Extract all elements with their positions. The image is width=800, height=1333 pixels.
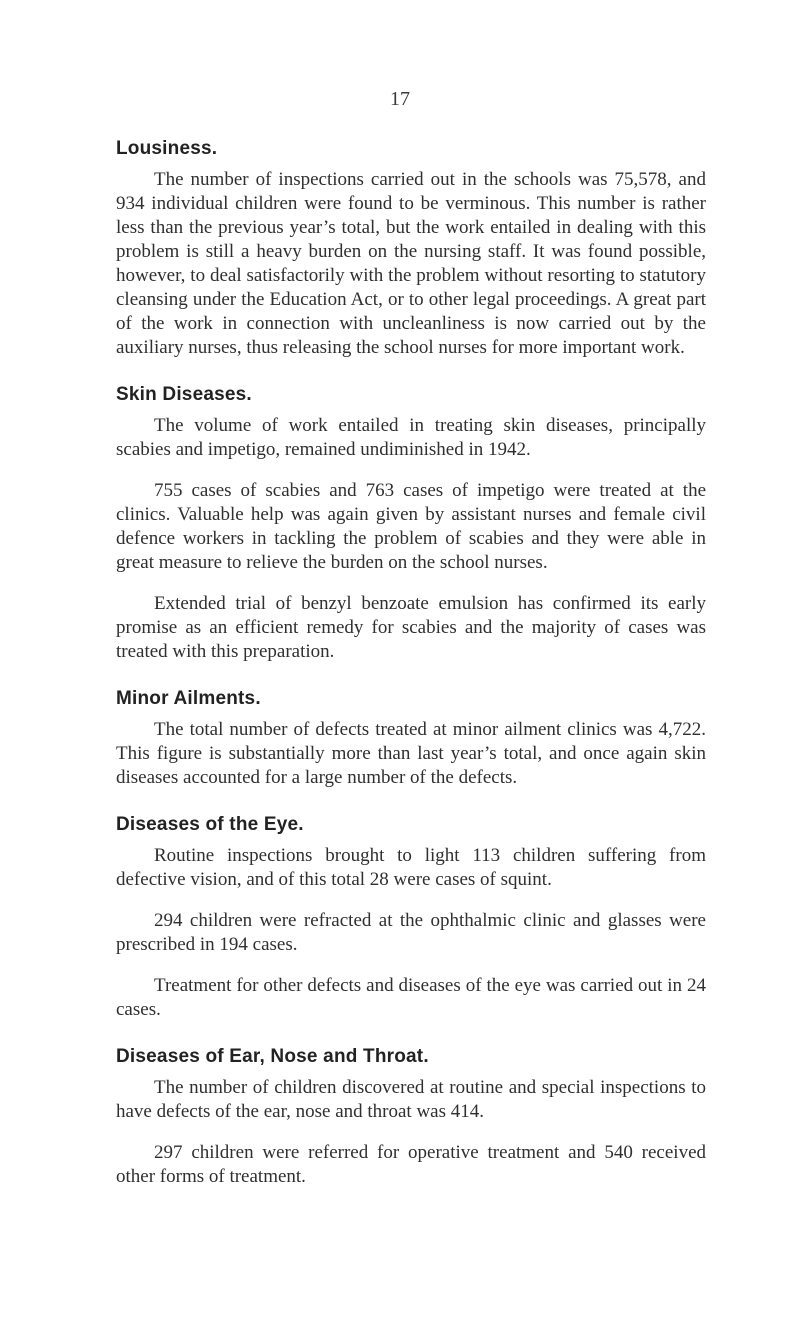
paragraph: 297 children were referred for operative treatment and 540 received other forms of treatment. [116, 1142, 706, 1187]
page-number: 17 [390, 88, 410, 110]
paragraph: Extended trial of benzyl benzoate emulsion has confirmed its early promise as an efficient remedy for scabies and the majority of cases was treated with this preparation. [116, 593, 706, 662]
section-heading: Lousiness. [116, 138, 218, 159]
section-heading: Skin Diseases. [116, 384, 252, 405]
section-heading: Minor Ailments. [116, 688, 261, 709]
paragraph: 755 cases of scabies and 763 cases of impetigo were treated at the clinics. Valuable help was again given by assistant nurses and female civil defence workers in tackling the problem of scabies and they were able in great measure to relieve the burden on the school nurses. [116, 480, 706, 573]
section-lousiness [116, 138, 706, 360]
section-ear-nose-throat [116, 1046, 706, 1189]
paragraph: The volume of work entailed in treating skin diseases, principally scabies and impetigo, remained undiminished in 1942. [116, 415, 706, 460]
section-heading: Diseases of the Eye. [116, 814, 304, 835]
section-skin-diseases [116, 384, 706, 664]
section-minor-ailments [116, 688, 706, 790]
paragraph: Treatment for other defects and diseases of the eye was carried out in 24 cases. [116, 975, 706, 1020]
document-body [116, 138, 706, 1213]
paragraph: The number of inspections carried out in the schools was 75,578, and 934 individual children were found to be verminous. This number is rather less than the previous year’s total, but the work entailed in dealing with this problem is still a heavy burden on the nursing staff. It was found possible, however, to deal satisfactorily with the problem without resorting to statutory cleansing under the Education Act, or to other legal proceedings. A great part of the work in connection with uncleanliness is now carried out by the auxiliary nurses, thus releasing the school nurses for more important work. [116, 169, 706, 358]
paragraph: The total number of defects treated at minor ailment clinics was 4,722. This figure is substantially more than last year’s total, and once again skin diseases accounted for a large number of the defects. [116, 719, 706, 788]
section-diseases-of-the-eye [116, 814, 706, 1022]
paragraph: The number of children discovered at routine and special inspections to have defects of the ear, nose and throat was 414. [116, 1077, 706, 1122]
paragraph: Routine inspections brought to light 113 children suffering from defective vision, and of this total 28 were cases of squint. [116, 845, 706, 890]
paragraph: 294 children were refracted at the ophthalmic clinic and glasses were prescribed in 194 cases. [116, 910, 706, 955]
section-heading: Diseases of Ear, Nose and Throat. [116, 1046, 429, 1067]
